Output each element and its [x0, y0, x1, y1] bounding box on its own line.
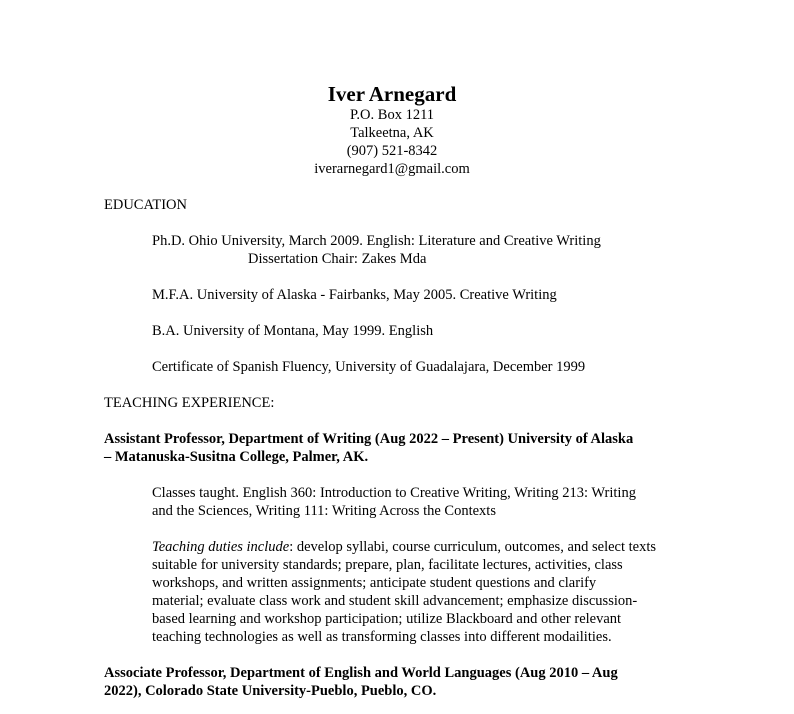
address-line-2: Talkeetna, AK [350, 125, 434, 141]
job2-title-line-1: Associate Professor, Department of English and World Languages (Aug 2010 – Aug [104, 665, 618, 681]
education-certificate: Certificate of Spanish Fluency, University of Guadalajara, December 1999 [152, 359, 586, 375]
job1-duties-line-4: material; evaluate class work and student skill advancement; emphasize discussion- [152, 593, 638, 609]
job1-duties-line-6: teaching technologies as well as transforming classes into different modailities. [152, 629, 612, 645]
job1-duties-line-2: suitable for university standards; prepare, plan, facilitate lectures, activities, class [152, 557, 623, 573]
teaching-heading: TEACHING EXPERIENCE: [104, 395, 275, 411]
job1-duties-line-1 [152, 538, 656, 556]
resume-name: Iver Arnegard [327, 82, 457, 106]
duties-label: Teaching duties include [152, 539, 290, 555]
education-phd: Ph.D. Ohio University, March 2009. English: Literature and Creative Writing [152, 233, 601, 249]
job1-title-line-1: Assistant Professor, Department of Writing (Aug 2022 – Present) University of Alaska [104, 431, 634, 447]
duties-text-1: : develop syllabi, course curriculum, outcomes, and select texts [289, 539, 657, 555]
job1-duties-line-3: workshops, and written assignments; anticipate student questions and clarify [152, 575, 597, 591]
job2-title-line-2: 2022), Colorado State University-Pueblo, Pueblo, CO. [104, 683, 437, 699]
job1-classes-line-1: Classes taught. English 360: Introduction to Creative Writing, Writing 213: Writing [152, 485, 636, 501]
education-mfa: M.F.A. University of Alaska - Fairbanks, May 2005. Creative Writing [152, 287, 557, 303]
education-heading: EDUCATION [104, 197, 187, 213]
job1-classes-line-2: and the Sciences, Writing 111: Writing Across the Contexts [152, 503, 496, 519]
address-line-1: P.O. Box 1211 [349, 107, 435, 123]
phone-number: (907) 521-8342 [346, 143, 438, 159]
job1-title-line-2: – Matanuska-Susitna College, Palmer, AK. [104, 449, 369, 465]
education-dissertation-chair: Dissertation Chair: Zakes Mda [248, 251, 427, 267]
email-address: iverarnegard1@gmail.com [314, 161, 470, 177]
job1-duties-line-5: based learning and workshop participation; utilize Blackboard and other relevant [152, 611, 622, 627]
education-ba: B.A. University of Montana, May 1999. English [152, 323, 434, 339]
